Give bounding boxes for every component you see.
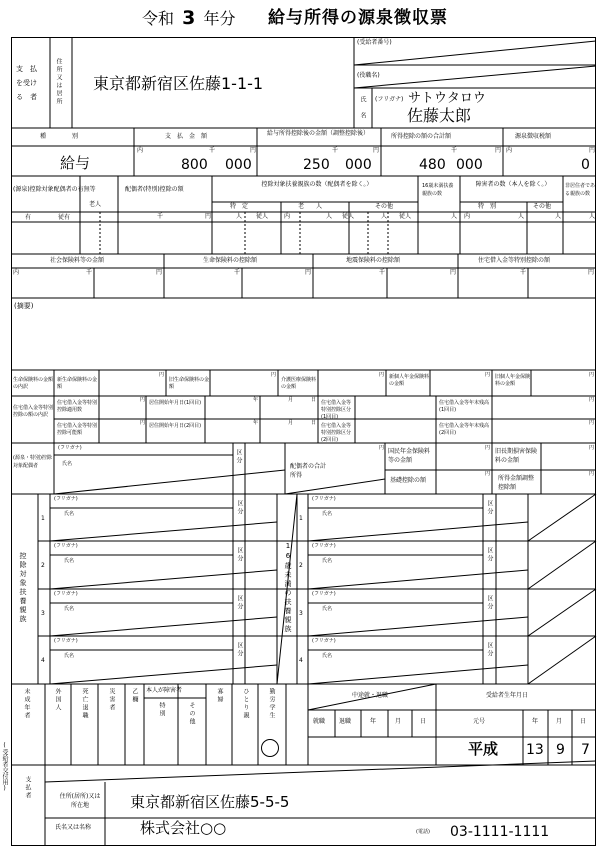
en-label: 円 xyxy=(140,420,146,426)
dependent-kubun-label: 区分 xyxy=(486,595,493,611)
income-type-header: 種 別 xyxy=(40,133,81,140)
widow-label: 寡婦 xyxy=(216,688,223,704)
sen-label: 千 xyxy=(157,213,164,220)
social-ins-label: 社会保険料等の金額 xyxy=(50,257,105,264)
en-label: 円 xyxy=(379,372,385,378)
disaster-label: 災害者 xyxy=(108,688,115,712)
minor-label: 未成年者 xyxy=(23,688,30,720)
spouse-exist-label: (源泉)控除対象配偶者の有無等 xyxy=(13,186,96,193)
payer-tel: 03-1111-1111 xyxy=(450,824,550,840)
unit-en: 円 xyxy=(589,147,596,154)
tax-header: 源泉徴収税額 xyxy=(515,133,552,140)
sen-label: 千 xyxy=(86,269,93,276)
en-label: 円 xyxy=(450,269,457,276)
disabled-label: 障害者の数（本人を除く。） xyxy=(475,181,551,188)
nin-label: 人 xyxy=(381,213,388,220)
otsu-label: 乙欄 xyxy=(131,688,138,704)
old-pension-label: 旧個人年金保険料の金額 xyxy=(495,374,531,387)
unit-uchi: 内 xyxy=(506,147,513,154)
dependent-name-label: 氏名 xyxy=(322,653,333,659)
m-label: 月 xyxy=(288,420,294,426)
unit-sen: 千 xyxy=(332,147,339,154)
payer-address: 東京都新宿区佐藤5-5-5 xyxy=(130,793,290,811)
m-label: 月 xyxy=(556,718,563,725)
birth-label: 受給者生年月日 xyxy=(486,692,529,699)
deps-count-label: 控除対象扶養親族の数（配偶者を除く。） xyxy=(261,181,373,188)
name-label: 氏 名 xyxy=(359,96,366,120)
juuari-label: 従有 xyxy=(58,214,71,221)
uchi-label: 内 xyxy=(284,213,291,220)
unit-sen: 千 xyxy=(209,147,216,154)
ded-thousands: 480 xyxy=(419,157,446,173)
dependent-number: 3 xyxy=(41,610,45,617)
d-label: 日 xyxy=(311,397,317,403)
d-label: 日 xyxy=(580,718,587,725)
remarks-label: (摘要) xyxy=(14,302,34,310)
self-disabled-label: 本人が障害者 xyxy=(146,687,183,694)
shushoku-label: 就職 xyxy=(313,718,326,725)
housing-label: 住宅借入金等特別控除の額 xyxy=(478,257,551,264)
student-label: 勤労学生 xyxy=(268,688,275,720)
spouse-kubun-label: 区分 xyxy=(235,449,242,465)
dependent-number: 3 xyxy=(299,610,303,617)
nin-label: 人 xyxy=(518,213,525,220)
en-label: 円 xyxy=(485,471,491,477)
dependent-name-label: 氏名 xyxy=(64,511,75,517)
position-label: (役職名) xyxy=(357,72,380,79)
taishoku-label: 退職 xyxy=(339,718,352,725)
unit-en: 円 xyxy=(373,147,380,154)
nin-label: 人 xyxy=(236,213,243,220)
payee-label: 支 払 を受け る 者 xyxy=(16,65,37,101)
amount-header: 支 払 金 額 xyxy=(165,133,208,140)
dependent-number: 4 xyxy=(299,657,303,664)
dependent-number: 1 xyxy=(299,515,303,522)
en-label: 円 xyxy=(140,397,146,403)
old-long-label: 旧長期損害保険料の金額 xyxy=(495,448,538,464)
uchi-label: 内 xyxy=(13,269,20,276)
en-label: 円 xyxy=(305,269,312,276)
tokubetsu-label: 特 別 xyxy=(478,203,497,210)
furigana-label: (フリガナ) xyxy=(375,96,404,103)
deps-left-label: 控除対象扶養親族 xyxy=(19,552,27,624)
dead-label: 死亡退職 xyxy=(81,688,88,720)
life-detail-label: 生命保険料の金額の内訳 xyxy=(13,377,54,390)
y-label: 年 xyxy=(253,397,259,403)
dependent-furigana-label: (フリガナ) xyxy=(54,543,78,549)
dependent-furigana-label: (フリガナ) xyxy=(54,638,78,644)
spouse-special-label: 配偶者(特別)控除の額 xyxy=(125,186,184,193)
ari-label: 有 xyxy=(25,214,32,221)
en-label: 円 xyxy=(589,445,595,451)
spouse-furigana-label: (フリガナ) xyxy=(58,445,82,451)
en-label: 円 xyxy=(589,471,595,477)
juunin-label: 従人 xyxy=(399,213,412,220)
nin-label: 人 xyxy=(326,213,333,220)
dependent-furigana-label: (フリガナ) xyxy=(312,638,336,644)
ded-ones: 000 xyxy=(456,157,483,173)
sen-label: 千 xyxy=(379,269,386,276)
en-label: 円 xyxy=(589,397,595,403)
payer-name: 株式会社○○ xyxy=(140,819,227,837)
tel-label: (電話) xyxy=(416,829,430,835)
sonota-label: その他 xyxy=(188,702,195,726)
kubun1-label: 住宅借入金等特別控除区分(1回目) xyxy=(321,400,352,420)
dependent-kubun-label: 区分 xyxy=(236,500,243,516)
student-check-circle xyxy=(261,739,279,757)
new-pension-label: 新個人年金保険料の金額 xyxy=(389,374,430,387)
birth-month: 9 xyxy=(556,742,565,758)
payer-name-label: 氏名又は名称 xyxy=(55,824,92,831)
recipient-no-label: (受給者番号) xyxy=(357,39,392,46)
income-type: 給与 xyxy=(60,154,91,172)
unit-en: 円 xyxy=(250,147,257,154)
en-label: 円 xyxy=(159,372,165,378)
en-label: 円 xyxy=(156,269,163,276)
en-label: 円 xyxy=(589,420,595,426)
life-ins-label: 生命保険料の控除額 xyxy=(203,257,258,264)
sonota2-label: その他 xyxy=(533,203,552,210)
adjust-label: 所得金額調整控除額 xyxy=(498,475,535,491)
dependent-number: 1 xyxy=(41,515,45,522)
payer-label: 支払者 xyxy=(24,776,31,800)
dependent-furigana-label: (フリガナ) xyxy=(312,591,336,597)
dependent-kubun-label: 区分 xyxy=(486,547,493,563)
en-label: 円 xyxy=(485,445,491,451)
spouse-label: (源泉・特別)控除対象配偶者 xyxy=(13,455,52,469)
nin-label: 人 xyxy=(555,213,562,220)
d-label: 日 xyxy=(311,420,317,426)
rojin-label: 老 人 xyxy=(298,203,323,210)
spouse-name-label: 氏名 xyxy=(62,461,73,467)
dependent-name-label: 氏名 xyxy=(322,511,333,517)
y-label: 年 xyxy=(253,420,259,426)
midway-label: 中途就・退職 xyxy=(352,692,389,699)
juunin-label: 従人 xyxy=(256,213,269,220)
m-label: 月 xyxy=(395,718,402,725)
new-life-label: 新生命保険料の金額 xyxy=(57,377,98,390)
kubun2-label: 住宅借入金等特別控除区分(2回目) xyxy=(321,423,352,443)
m-label: 月 xyxy=(288,397,294,403)
dependent-furigana-label: (フリガナ) xyxy=(54,591,78,597)
deps-right-label: 16歳未満の扶養親族 xyxy=(284,542,292,634)
old-life-label: 旧生命保険料の金額 xyxy=(169,377,210,390)
dependent-kubun-label: 区分 xyxy=(236,595,243,611)
start2-label: 居住開始年月日(2回目) xyxy=(149,423,202,429)
tokubetsu-label: 特別 xyxy=(158,702,165,718)
en-label: 円 xyxy=(379,445,385,451)
title-era: 令和 3 年分 xyxy=(142,7,236,29)
birth-year: 13 xyxy=(526,742,544,758)
after-ones: 000 xyxy=(345,157,372,173)
single-label: ひとり親 xyxy=(242,688,249,720)
start1-label: 居住開始年月日(1回目) xyxy=(149,400,202,406)
basic-label: 基礎控除の額 xyxy=(390,477,427,484)
housing-possible-label: 住宅借入金等特別控除可能額 xyxy=(57,423,98,436)
tokutei-label: 特 定 xyxy=(230,203,249,210)
after-thousands: 250 xyxy=(303,157,330,173)
dependent-kubun-label: 区分 xyxy=(486,500,493,516)
sen-label: 千 xyxy=(520,269,527,276)
pension-label: 国民年金保険料等の金額 xyxy=(388,448,431,464)
balance2-label: 住宅借入金等年末残高(2回目) xyxy=(439,423,490,436)
after-deduction-header: 給与所得控除後の金額（調整控除後） xyxy=(266,130,369,137)
dependent-number: 2 xyxy=(299,562,303,569)
gengo-label: 元号 xyxy=(473,718,486,725)
nin-label: 人 xyxy=(589,213,596,220)
dependent-name-label: 氏名 xyxy=(322,606,333,612)
page-title: 給与所得の源泉徴収票 xyxy=(268,8,448,28)
balance1-label: 住宅借入金等年末残高(1回目) xyxy=(439,400,490,413)
payer-addr-label: 住所(居所)又は所在地 xyxy=(59,793,101,809)
dependent-name-label: 氏名 xyxy=(322,558,333,564)
elder-label: 老人 xyxy=(89,201,102,208)
unit-sen: 千 xyxy=(451,147,458,154)
en-label: 円 xyxy=(588,269,595,276)
juunin-label: 従人 xyxy=(342,213,355,220)
sonota-label: その他 xyxy=(375,203,394,210)
dependent-number: 2 xyxy=(41,562,45,569)
nonres-label: 非居住者である親族の数 xyxy=(565,183,596,197)
spouse-income-label: 配偶者の合計所得 xyxy=(290,463,327,479)
dependent-furigana-label: (フリガナ) xyxy=(312,496,336,502)
dependent-furigana-label: (フリガナ) xyxy=(54,496,78,502)
under16-label: 16歳未満扶養親族の数 xyxy=(422,183,454,197)
uchi-label: 内 xyxy=(464,213,471,220)
dependent-furigana-label: (フリガナ) xyxy=(312,543,336,549)
payee-name: 佐藤太郎 xyxy=(407,106,472,125)
sen-label: 千 xyxy=(234,269,241,276)
en-label: 円 xyxy=(589,372,595,378)
foreign-label: 外国人 xyxy=(54,688,61,712)
dependent-kubun-label: 区分 xyxy=(236,642,243,658)
en-label: 円 xyxy=(271,372,277,378)
nin-label: 人 xyxy=(451,213,458,220)
housing-detail-label: 住宅借入金等特別控除の額の内訳 xyxy=(13,405,54,418)
quake-ins-label: 地震保険料の控除額 xyxy=(346,257,401,264)
payee-furigana: サトウタロウ xyxy=(408,91,486,106)
birth-era: 平成 xyxy=(468,740,499,758)
dependent-name-label: 氏名 xyxy=(64,558,75,564)
birth-day: 7 xyxy=(581,742,590,758)
d-label: 日 xyxy=(420,718,427,725)
dependent-kubun-label: 区分 xyxy=(486,642,493,658)
dependent-name-label: 氏名 xyxy=(64,653,75,659)
tax-amount: 0 xyxy=(581,157,590,173)
deduction-total-header: 所得控除の額の合計額 xyxy=(391,133,452,140)
amount-ones: 000 xyxy=(225,157,252,173)
en-label: 円 xyxy=(485,372,491,378)
en-label: 円 xyxy=(205,213,212,220)
address-label: 住所又は居所 xyxy=(55,58,62,106)
dependent-name-label: 氏名 xyxy=(64,606,75,612)
dependent-kubun-label: 区分 xyxy=(236,547,243,563)
care-label: 介護医療保険料の金額 xyxy=(281,377,317,390)
housing-count-label: 住宅借入金等特別控除適用数 xyxy=(57,400,98,413)
unit-uchi: 内 xyxy=(137,147,144,154)
y-label: 年 xyxy=(370,718,377,725)
y-label: 年 xyxy=(532,718,539,725)
dependent-number: 4 xyxy=(41,657,45,664)
unit-en: 円 xyxy=(495,147,502,154)
payee-address: 東京都新宿区佐藤1-1-1 xyxy=(93,74,264,93)
amount-thousands: 800 xyxy=(181,157,208,173)
side-label: (受給者交付用) xyxy=(1,742,8,792)
